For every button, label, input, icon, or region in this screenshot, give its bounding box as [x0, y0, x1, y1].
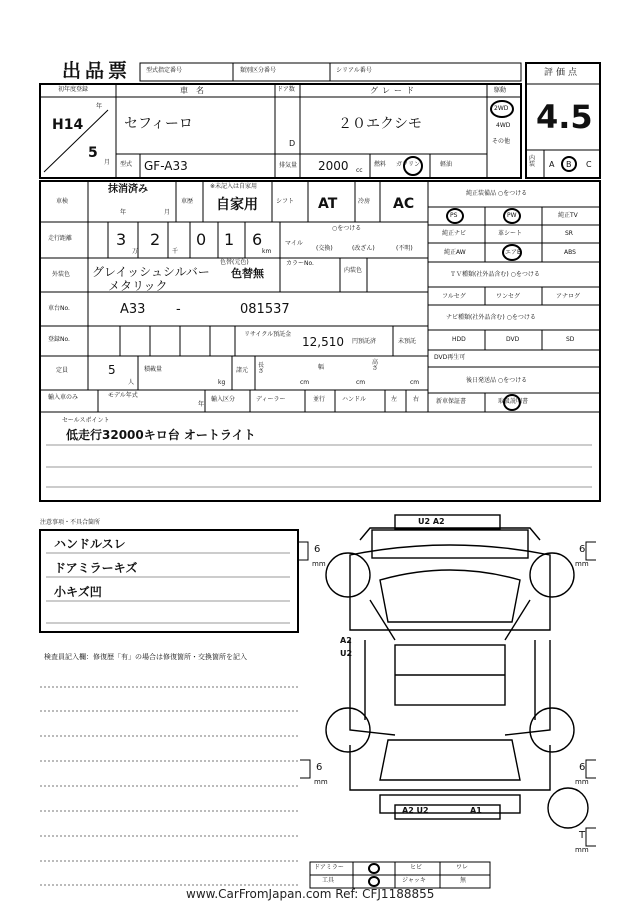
- interior-b-mark: [561, 156, 577, 172]
- exchange-label: (交換): [316, 245, 333, 252]
- shaken-value: 抹消済み: [108, 184, 148, 195]
- recycle-none: 未預託: [398, 338, 417, 345]
- interior-a: A: [549, 160, 555, 169]
- legend-door-mirror: ドアミラー: [314, 864, 344, 871]
- legend-tools-mark: [368, 876, 380, 887]
- car-diagram: [326, 515, 588, 828]
- shaken-month: 月: [164, 209, 171, 216]
- history-note: ※未記入は自家用: [210, 183, 258, 190]
- repaint-value: 色替無: [231, 267, 264, 280]
- tread-rear-left-unit: mm: [314, 778, 328, 786]
- mark-label: ○をつける: [332, 225, 362, 232]
- tread-rear-right: 6: [579, 762, 586, 773]
- reg-no-label: 登録No.: [48, 336, 70, 343]
- mileage-digit-1: 3: [116, 230, 127, 249]
- tread-front-left: 6: [314, 544, 321, 555]
- year-suffix: 年: [96, 103, 103, 110]
- fuel-value: ガソリン: [396, 161, 421, 168]
- interior-color-label: 内装色: [344, 267, 363, 274]
- drive-2wd: 2WD: [494, 105, 509, 112]
- mileage-digit-4: 1: [224, 230, 235, 249]
- capacity-unit: 人: [128, 379, 135, 386]
- mileage-digit-2: 2: [150, 230, 161, 249]
- mileage-digit-3: 0: [196, 230, 207, 249]
- later-manual: 取扱説明書: [498, 398, 529, 405]
- width-label: 幅: [318, 364, 325, 371]
- interior-b: B: [566, 160, 572, 169]
- equip-abs: ABS: [564, 249, 576, 256]
- sales-point-label: セールスポイント: [62, 417, 110, 424]
- mileage-unit-man: 万: [132, 248, 139, 255]
- interior-c: C: [586, 160, 592, 169]
- dims-label: 諸元: [236, 367, 249, 374]
- equip-ps: PS: [450, 212, 458, 219]
- fuel-mark: [403, 156, 423, 176]
- later-warranty: 新車保証書: [436, 398, 467, 405]
- shift-label: シフト: [276, 198, 295, 205]
- diagram-side-label-1: A2: [340, 636, 352, 645]
- inspector-label: 検査員記入欄：修復歴「有」の場合は修復箇所・交換箇所を記入: [44, 653, 247, 661]
- mileage-digit-5: 6: [252, 230, 263, 249]
- type-cert-label: 型式指定番号: [146, 67, 183, 74]
- later-manual-mark: [503, 394, 521, 411]
- shaken-label: 車検: [56, 198, 69, 205]
- dvd-label: DVD再生可: [434, 354, 466, 361]
- tread-front-left-unit: mm: [312, 560, 326, 568]
- fuel-label: 燃料: [374, 161, 387, 168]
- month-suffix: 月: [104, 159, 111, 166]
- equip-airbag-mark: [502, 244, 522, 261]
- ac-value: AC: [393, 196, 415, 212]
- capacity-value: 5: [108, 363, 116, 377]
- displacement-label: 排気量: [279, 162, 298, 169]
- modified-label: (改ざん): [352, 245, 375, 252]
- legend-break: ワレ: [456, 864, 469, 871]
- mileage-unit-sen: 千: [172, 248, 179, 255]
- note-item-3: 小キズ凹: [54, 585, 102, 599]
- color-label: 外装色: [52, 271, 71, 278]
- equip-aw: 純正AW: [444, 249, 466, 256]
- displacement-unit: cc: [356, 167, 363, 174]
- light-oil-label: 軽油: [440, 161, 453, 168]
- equip-ps-mark: [446, 208, 464, 224]
- doors-value: D: [289, 139, 296, 148]
- parallel-label: 並行: [313, 396, 326, 403]
- grade-label: グレード: [370, 86, 418, 95]
- left-label: 左: [391, 396, 398, 403]
- height-label: 高さ: [372, 359, 379, 372]
- load-label: 積載量: [144, 366, 163, 373]
- color-value-2: メタリック: [108, 279, 168, 293]
- length-label: 長さ: [258, 362, 265, 375]
- legend-none: 無: [460, 877, 467, 884]
- first-reg-year: H14: [52, 117, 84, 133]
- recycle-unit: 円預託済: [352, 338, 377, 345]
- model-year-label: モデル年式: [108, 392, 138, 399]
- model-value: GF-A33: [144, 159, 188, 173]
- notes-label: 注意事項・不具合箇所: [40, 519, 101, 526]
- tv-analog: アナログ: [556, 293, 581, 300]
- length-unit: cm: [300, 379, 310, 386]
- tread-spare: T: [579, 830, 586, 841]
- first-reg-label: 初年度登録: [58, 86, 89, 93]
- equip-pw: PW: [507, 212, 517, 219]
- legend-mirror-mark: [368, 863, 380, 874]
- doors-label: ドア数: [277, 86, 295, 93]
- equip-tv: 純正TV: [558, 212, 578, 219]
- import-type-label: 輸入区分: [211, 396, 236, 403]
- recycle-value: 12,510: [302, 335, 344, 349]
- mile-label: マイル: [285, 240, 303, 247]
- tread-spare-unit: mm: [575, 846, 589, 854]
- score-label: 評価点: [544, 68, 581, 78]
- equip-airbag: エアB: [505, 249, 522, 256]
- chassis-number: 081537: [240, 302, 290, 317]
- tread-front-right-unit: mm: [575, 560, 589, 568]
- height-unit: cm: [410, 379, 420, 386]
- nav-dvd: DVD: [506, 336, 520, 343]
- drive-2wd-mark: [490, 100, 514, 118]
- ac-label: 冷房: [358, 198, 371, 205]
- shaken-year: 年: [120, 209, 127, 216]
- equip-leather: 革シート: [498, 230, 523, 237]
- nav-hdd: HDD: [452, 336, 466, 343]
- shift-value: AT: [318, 196, 338, 212]
- genuine-header: 純正装備品 ○をつける: [466, 190, 528, 197]
- equip-pw-mark: [503, 208, 521, 224]
- unknown-label: (不明): [396, 245, 413, 252]
- legend-jack: ジャッキ: [402, 877, 426, 884]
- capacity-label: 定員: [56, 367, 69, 374]
- nav-sd: SD: [566, 336, 575, 343]
- chassis-label: 車台No.: [48, 305, 70, 312]
- sales-point-text: 低走行32000キロ台 オートライト: [66, 428, 256, 442]
- later-header: 後日発送品 ○をつける: [466, 377, 528, 384]
- load-unit: kg: [218, 379, 226, 386]
- diagram-bottom-label-2: A1: [470, 806, 482, 815]
- mileage-label: 走行距離: [48, 235, 73, 242]
- recycle-label: リサイクル預託金: [244, 331, 292, 338]
- tread-rear-left: 6: [316, 762, 323, 773]
- color-no-label: カラーNo.: [286, 260, 314, 267]
- width-unit: cm: [356, 379, 366, 386]
- tv-oneseg: ワンセグ: [496, 293, 521, 300]
- history-value: 自家用: [216, 197, 258, 213]
- tv-header: ＴＶ種類(社外品含む) ○をつける: [450, 271, 540, 278]
- note-item-1: ハンドルスレ: [54, 537, 126, 551]
- mileage-unit-km: km: [262, 248, 272, 255]
- legend-tools: 工具: [322, 877, 335, 884]
- diagram-side-label-2: U2: [340, 649, 353, 658]
- drive-4wd: 4WD: [496, 122, 511, 129]
- displacement-value: 2000: [318, 159, 349, 173]
- drive-label: 駆動: [494, 87, 507, 94]
- equip-navi: 純正ナビ: [442, 230, 467, 237]
- drive-other: その他: [492, 138, 511, 145]
- interior-label: 内装: [529, 155, 536, 168]
- model-label: 型式: [120, 161, 133, 168]
- right-label: 右: [413, 396, 420, 403]
- nav-header: ナビ種類(社外品含む) ○をつける: [446, 314, 536, 321]
- watermark: www.CarFromJapan.com Ref: CFJ1188855: [186, 887, 435, 901]
- model-year-unit: 年: [198, 401, 205, 408]
- car-name-label: 車名: [180, 86, 212, 95]
- chassis-prefix: A33: [120, 302, 146, 317]
- diagram-bottom-label: A2 U2: [402, 806, 429, 815]
- tv-fullseg: フルセグ: [442, 293, 466, 300]
- repaint-label: 色替(元色): [220, 259, 249, 266]
- first-reg-month: 5: [88, 145, 98, 161]
- grade-value: ２０エクシモ: [338, 116, 422, 132]
- category-label: 類別区分番号: [240, 67, 277, 74]
- note-item-2: ドアミラーキズ: [54, 561, 138, 575]
- diagram-top-label: U2 A2: [418, 517, 445, 526]
- dealer-label: ディーラー: [256, 396, 286, 403]
- serial-label: シリアル番号: [336, 67, 372, 74]
- color-value-1: グレイッシュシルバー: [92, 265, 210, 279]
- tread-rear-right-unit: mm: [575, 778, 589, 786]
- tread-front-right: 6: [579, 544, 586, 555]
- sheet-title: 出品票: [62, 60, 132, 82]
- history-label: 車歴: [181, 198, 194, 205]
- legend-crack: ヒビ: [410, 864, 423, 871]
- score-value: 4.5: [536, 98, 593, 136]
- import-label: 輸入車のみ: [48, 394, 79, 401]
- chassis-dash: -: [176, 302, 181, 317]
- handle-label: ハンドル: [342, 396, 367, 403]
- equip-sr: SR: [565, 230, 573, 237]
- car-name-value: セフィーロ: [124, 116, 193, 132]
